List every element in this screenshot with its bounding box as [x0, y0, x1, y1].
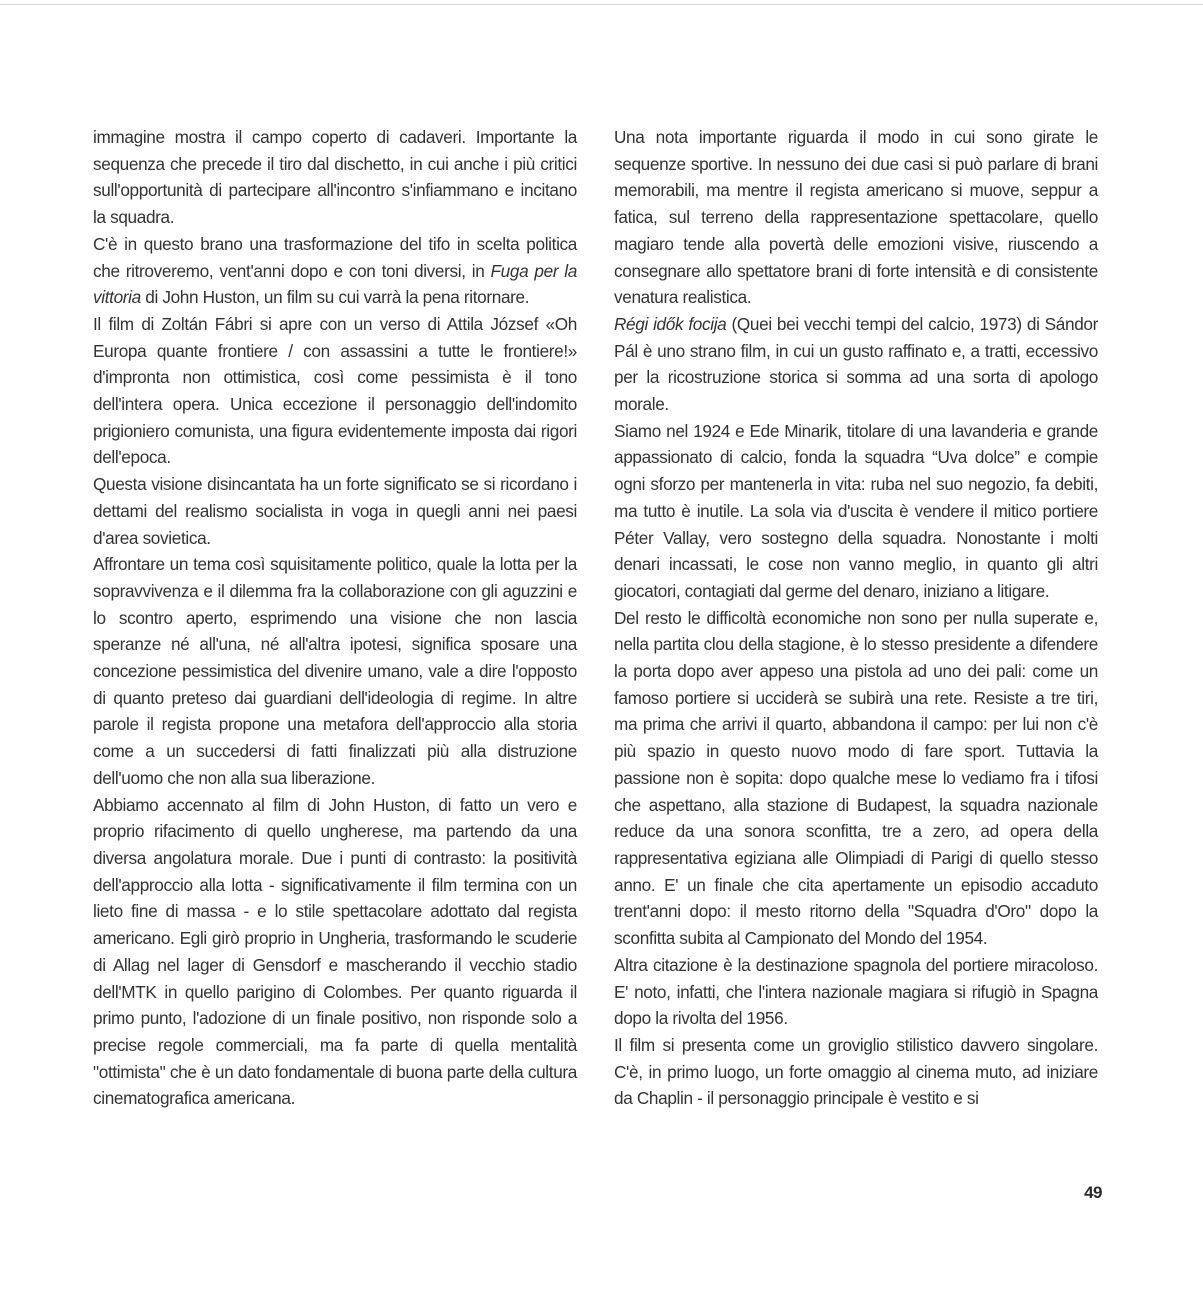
right-paragraph-3: Siamo nel 1924 e Ede Minarik, titolare di una lavanderia e grande appassionato di calcio, fonda la squadra “Uva dolce” e compie ogni sforzo per mantenerla in vita: ruba nel suo negozio, fa debiti, ma tutto è inutile. La sola via d'uscita è vendere il mitico portiere Péter Vallay, vero sostegno della squadra. Nonostante i molti denari incassati, le cose non vanno meglio, in quanto gli altri giocatori, contagiati dal germe del denaro, iniziano a litigare. [614, 420, 1098, 601]
right-paragraph-4: Del resto le difficoltà economiche non sono per nulla superate e, nella partita clou della stagione, è lo stesso presidente a difendere la porta dopo aver appeso una pistola ad uno dei pali: come un famoso portiere si ucciderà se subirà una rete. Resiste a tre tiri, ma prima che arrivi il quarto, abbandona il campo: per lui non c'è più spazio in questo nuovo modo di fare sport. Tuttavia la passione non è sopita: dopo qualche mese lo vediamo fra i tifosi che aspettano, alla stazione di Budapest, la squadra nazionale reduce da una sonora sconfitta, tre a zero, ad opera della rappresentativa egiziana alle Olimpiadi di Parigi di quello stesso anno. E' un finale che cita apertamente un episodio accaduto trent'anni dopo: il mesto ritorno della "Squadra d'Oro" dopo la sconfitta subita al Campionato del Mondo del 1954. [614, 607, 1098, 949]
right-paragraph-2-text-after: (Quei bei vecchi tempi del calcio, 1973) di Sándor Pál è uno strano film, in cui un gusto raffinato e, a tratti, eccessivo per la ricostruzione storica si somma ad una sorta di apologo morale. [614, 313, 1098, 415]
left-column [93, 124, 577, 1112]
right-paragraph-6: Il film si presenta come un groviglio stilistico davvero singolare. C'è, in primo luogo, un forte omaggio al cinema muto, ad iniziare da Chaplin - il personaggio principale è vestito e si [614, 1034, 1098, 1109]
left-paragraph-3: Il film di Zoltán Fábri si apre con un verso di Attila József «Oh Europa quante frontiere / con assassini a tutte le frontiere!» d'impronta non ottimistica, così come pessimista è il tono dell'intera opera. Unica eccezione il personaggio dell'indomito prigioniero comunista, una figura evidentemente imposta dai rigori dell'epoca. [93, 313, 577, 468]
left-paragraph-2-text-before: C'è in questo brano una trasformazione del tifo in scelta politica che ritroveremo, vent'anni dopo e con toni diversi, in [93, 233, 577, 281]
film-title-fuga-per-la-vittoria: Fuga per la vittoria [93, 260, 577, 308]
left-paragraph-2-text-after: di John Huston, un film su cui varrà la pena ritornare. [140, 287, 530, 308]
left-paragraph-6: Abbiamo accennato al film di John Huston, di fatto un vero e proprio rifacimento di quello ungherese, ma partendo da una diversa angolatura morale. Due i punti di contrasto: la positività dell'approccio alla lotta - significativamente il film termina con un lieto fine di massa - e lo stile spettacolare adottato dal regista americano. Egli girò proprio in Ungheria, trasformando le scuderie di Allag nel lager di Gensdorf e mascherando il vecchio stadio dell'MTK in quello parigino di Colombes. Per quanto riguarda il primo punto, l'adozione di un finale positivo, non risponde solo a precise regole commerciali, ma fa parte di quella mentalità "ottimista" che è un dato fondamentale di buona parte della cultura cinematografica americana. [93, 794, 577, 1109]
left-paragraph-4: Questa visione disincantata ha un forte significato se si ricordano i dettami del realismo socialista in voga in quegli anni nei paesi d'area sovietica. [93, 474, 577, 548]
left-paragraph-5: Affrontare un tema così squisitamente politico, quale la lotta per la sopravvivenza e il dilemma fra la collaborazione con gli aguzzini e lo scontro aperto, esprimendo una visione che non lascia speranze né all'una, né all'altra ipotesi, significa sposare una concezione pessimistica del divenire umano, vale a dire l'opposto di quanto preteso dai guardiani dell'ideologia di regime. In altre parole il regista propone una metafora dell'approccio alla storia come a un succedersi di fatti finalizzati più alla distruzione dell'uomo che non alla sua liberazione. [93, 554, 577, 788]
page-number: 49 [1084, 1183, 1102, 1202]
left-paragraph-2 [93, 231, 577, 311]
right-paragraph-5: Altra citazione è la destinazione spagnola del portiere miracoloso. E' noto, infatti, che l'intera nazionale magiara si rifugiò in Spagna dopo la rivolta del 1956. [614, 954, 1098, 1029]
left-paragraph-1: immagine mostra il campo coperto di cadaveri. Importante la sequenza che precede il tiro dal dischetto, in cui anche i più critici sull'opportunità di partecipare all'incontro s'infiammano e incitano la squadra. [93, 127, 577, 228]
film-title-regi-idok-focija: Régi idők focija [614, 313, 727, 334]
top-rule [0, 4, 1203, 5]
right-column [614, 124, 1098, 1112]
right-paragraph-2 [614, 311, 1098, 418]
right-paragraph-1: Una nota importante riguarda il modo in cui sono girate le sequenze sportive. In nessuno dei due casi si può parlare di brani memorabili, ma mentre il regista americano si muove, seppur a fatica, sul terreno della rappresentazione spettacolare, quello magiaro tende alla povertà delle emozioni visive, riuscendo a consegnare allo spettatore brani di forte intensità e di consistente venatura realistica. [614, 127, 1098, 308]
